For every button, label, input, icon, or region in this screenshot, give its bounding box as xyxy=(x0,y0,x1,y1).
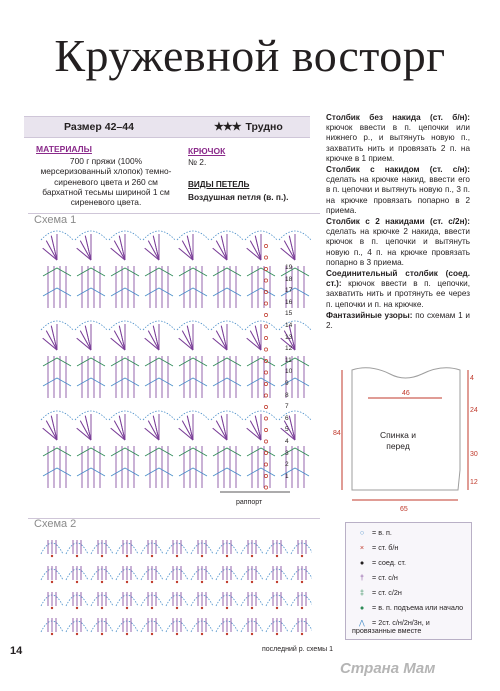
legend-text: = соед. ст. xyxy=(372,558,406,567)
row-number: 19 xyxy=(285,264,293,271)
fan-motif xyxy=(177,321,209,398)
legend-item xyxy=(352,619,471,635)
fan-motif xyxy=(245,411,277,488)
row-number: 10 xyxy=(285,368,293,376)
legend-text: = в. п. xyxy=(372,528,392,537)
fan-motif xyxy=(211,411,243,488)
fan-motif xyxy=(143,321,175,398)
legend-symbol: ● xyxy=(359,603,365,612)
stitch-desc: Соединительный столбик (соед. ст.): крючок ввести в п. цепочки, захватить нить и протянуть ее через п. цепочки и п. на крючке. xyxy=(326,269,470,309)
arch-motif xyxy=(166,618,188,635)
legend-box xyxy=(345,522,472,640)
arch-motif xyxy=(141,618,163,635)
arch-motif xyxy=(266,592,288,609)
page-title: Кружевной восторг xyxy=(54,30,446,81)
row-number: 1 xyxy=(285,472,289,480)
arch-motif xyxy=(141,540,163,557)
legend-symbol: × xyxy=(359,543,365,552)
arch-motif xyxy=(241,618,263,635)
row-number: 5 xyxy=(285,426,289,434)
rapport-marker xyxy=(264,302,267,305)
legend-symbol: † xyxy=(360,573,364,582)
arch-motif xyxy=(191,566,213,583)
dim-bottom: 65 xyxy=(400,506,408,513)
dim-top: 46 xyxy=(402,390,410,397)
arch-motif xyxy=(91,618,113,635)
scheme-1-chart xyxy=(40,226,312,496)
dim-height: 84 xyxy=(333,430,341,437)
arch-motif xyxy=(141,566,163,583)
stitch-types-first: Воздушная петля (в. п.). xyxy=(188,192,289,202)
legend-text: = 2ст. с/н/2н/3н, и провязанные вместе xyxy=(352,618,430,635)
watermark: Страна Мам xyxy=(340,660,436,677)
rapport-marker xyxy=(264,279,267,282)
materials-text: 700 г пряжи (100% мерсеризованный хлопок) темно-сиреневого цвета и 260 см бархатной тесьмы шириной 1 см сиреневого цвета. xyxy=(40,156,172,208)
arch-motif xyxy=(266,618,288,635)
row-number: 7 xyxy=(285,403,289,411)
arch-motif xyxy=(241,566,263,583)
legend-text: = ст. с/2н xyxy=(372,588,402,597)
fan-motif xyxy=(41,411,73,488)
scheme-1-label: Схема 1 xyxy=(34,214,77,226)
size-label: Размер 42–44 xyxy=(64,121,134,133)
row-numbers xyxy=(285,262,295,482)
rapport-label: раппорт xyxy=(236,499,263,506)
row-number: 15 xyxy=(285,310,293,318)
rapport-marker xyxy=(264,256,267,259)
hook-value: № 2. xyxy=(188,157,207,167)
legend-item xyxy=(352,589,402,597)
fan-motif xyxy=(279,321,311,398)
arch-motif xyxy=(116,592,138,609)
rapport-marker xyxy=(264,336,267,339)
legend-item xyxy=(352,574,398,582)
arch-motif xyxy=(91,566,113,583)
rapport-marker xyxy=(264,428,267,431)
fan-motif xyxy=(177,411,209,488)
row-number: 12 xyxy=(285,345,293,353)
stitch-types-heading: ВИДЫ ПЕТЕЛЬ xyxy=(188,180,250,189)
legend-symbol: ● xyxy=(359,558,365,567)
arch-motif xyxy=(291,566,312,583)
dim-r1: 4 xyxy=(470,375,474,382)
arch-motif xyxy=(191,540,213,557)
arch-motif xyxy=(191,592,213,609)
rapport-marker xyxy=(264,474,267,477)
rapport-marker xyxy=(264,313,267,316)
fan-motif xyxy=(177,231,209,308)
rapport-marker xyxy=(264,267,267,270)
fan-motif xyxy=(109,321,141,398)
row-number: 4 xyxy=(285,437,289,445)
scheme-2-chart xyxy=(40,530,312,640)
arch-motif xyxy=(291,618,312,635)
arch-motif xyxy=(266,540,288,557)
pattern-label: Спинка и перед xyxy=(380,430,416,451)
fan-motif xyxy=(279,231,311,308)
fan-motif xyxy=(41,321,73,398)
row-number: 9 xyxy=(285,379,289,387)
rapport-marker xyxy=(264,440,267,443)
fan-motif xyxy=(143,411,175,488)
arch-motif xyxy=(141,592,163,609)
arch-motif xyxy=(166,566,188,583)
arch-motif xyxy=(291,592,312,609)
dim-r4: 12 xyxy=(470,479,478,486)
row-number: 2 xyxy=(285,461,289,469)
arch-motif xyxy=(216,592,238,609)
fan-motif xyxy=(109,411,141,488)
page-number: 14 xyxy=(10,645,23,657)
legend-text: = в. п. подъема или начало xyxy=(372,603,464,612)
fan-motif xyxy=(109,231,141,308)
rapport-marker xyxy=(264,463,267,466)
arch-motif xyxy=(266,566,288,583)
rapport-marker xyxy=(264,451,267,454)
stitch-desc: Столбик с накидом (ст. с/н): сделать на крючке накид, ввести его в п. цепочки и вытянуть новую п., 3 п. на крючке провязать попарно в 2 приема. xyxy=(326,165,470,215)
arch-motif xyxy=(41,566,63,583)
legend-text: = ст. б/н xyxy=(372,543,399,552)
row-number: 16 xyxy=(285,298,293,306)
fan-motif xyxy=(143,231,175,308)
fan-motif xyxy=(211,321,243,398)
arch-motif xyxy=(241,540,263,557)
arch-motif xyxy=(41,540,63,557)
stitch-desc: Столбик с 2 накидами (ст. с/2н): сделать на крючке 2 накида, ввести крючок в п. цепочки и вытянуть новую п., 4 п. на крючке провязать попарно в 3 приема. xyxy=(326,217,470,267)
dim-r3: 30 xyxy=(470,451,478,458)
scheme-2-label: Схема 2 xyxy=(34,518,77,530)
legend-item xyxy=(352,604,463,612)
rapport-marker xyxy=(264,394,267,397)
stitch-desc: Фантазийные узоры: по схемам 1 и 2. xyxy=(326,310,470,331)
arch-motif xyxy=(91,540,113,557)
rapport-marker xyxy=(264,486,267,489)
rapport-marker xyxy=(264,382,267,385)
legend-item xyxy=(352,544,398,552)
legend-text: = ст. с/н xyxy=(372,573,398,582)
row-number: 11 xyxy=(285,356,292,364)
arch-motif xyxy=(41,592,63,609)
rapport-marker xyxy=(264,417,267,420)
arch-motif xyxy=(116,540,138,557)
arch-motif xyxy=(91,592,113,609)
rapport-marker xyxy=(264,325,267,328)
arch-motif xyxy=(66,618,88,635)
size-difficulty-bar xyxy=(24,116,310,138)
arch-motif xyxy=(166,540,188,557)
row-number: 17 xyxy=(285,287,293,295)
row-number: 18 xyxy=(285,275,293,283)
arch-motif xyxy=(66,592,88,609)
row-number: 14 xyxy=(285,321,293,329)
difficulty xyxy=(214,117,283,137)
hook-heading: КРЮЧОК xyxy=(188,146,226,156)
arch-motif xyxy=(216,618,238,635)
difficulty-label: Трудно xyxy=(245,121,283,133)
arch-motif xyxy=(241,592,263,609)
rapport-marker xyxy=(264,371,267,374)
arch-motif xyxy=(166,592,188,609)
arch-motif xyxy=(216,540,238,557)
rapport-marker xyxy=(264,348,267,351)
stitch-descriptions xyxy=(326,113,470,332)
fan-motif xyxy=(41,231,73,308)
fan-motif xyxy=(279,411,311,488)
arch-motif xyxy=(216,566,238,583)
arch-motif xyxy=(66,540,88,557)
rapport-marker xyxy=(264,244,267,247)
arch-motif xyxy=(41,618,63,635)
fan-motif xyxy=(245,231,277,308)
arch-motif xyxy=(116,566,138,583)
legend-symbol: ⋀ xyxy=(359,618,365,627)
fan-motif xyxy=(75,321,107,398)
row-number: 13 xyxy=(285,333,293,341)
materials-heading: МАТЕРИАЛЫ xyxy=(36,144,92,154)
rapport-marker xyxy=(264,405,267,408)
row-number: 8 xyxy=(285,391,289,399)
row-number: 6 xyxy=(285,414,289,422)
difficulty-stars: ★★★ xyxy=(214,121,241,133)
row-number: 3 xyxy=(285,449,289,457)
legend-symbol: ○ xyxy=(359,528,365,537)
legend-item xyxy=(352,559,406,567)
stitch-desc: Столбик без накида (ст. б/н): крючок ввести в п. цепочки или нижнего р., и вытянуть новую п., захватить нить и провязать 2 п. на крючке в 1 прием. xyxy=(326,113,470,163)
arch-motif xyxy=(116,618,138,635)
fan-motif xyxy=(75,231,107,308)
last-row-label: последний р. схемы 1 xyxy=(262,646,334,653)
garment-outline xyxy=(352,368,460,490)
fan-motif xyxy=(211,231,243,308)
legend-item xyxy=(352,529,392,537)
arch-motif xyxy=(191,618,213,635)
dim-r2: 24 xyxy=(470,407,478,414)
arch-motif xyxy=(291,540,312,557)
arch-motif xyxy=(66,566,88,583)
legend-symbol: ‡ xyxy=(360,588,364,597)
fan-motif xyxy=(245,321,277,398)
fan-motif xyxy=(75,411,107,488)
